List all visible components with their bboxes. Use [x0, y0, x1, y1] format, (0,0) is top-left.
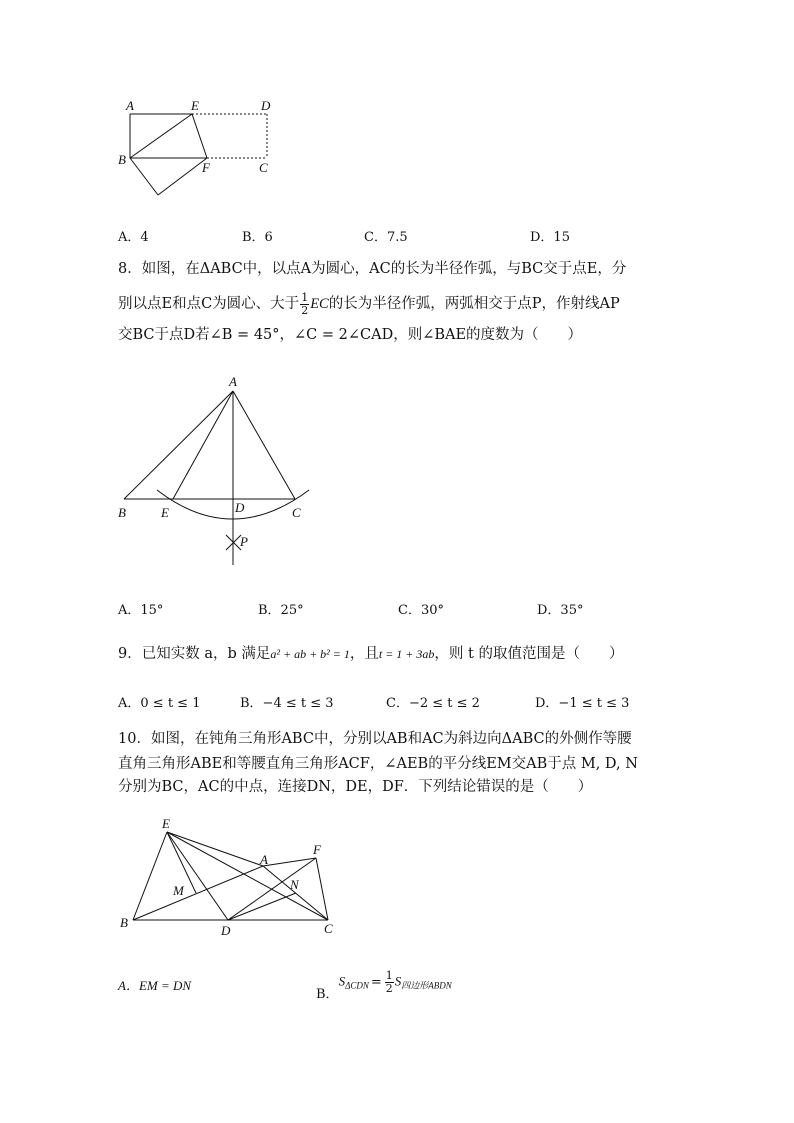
- q9-stem-mid: ，且: [349, 646, 379, 662]
- q8-option-b[interactable]: B．25°: [258, 603, 304, 618]
- q7-option-a[interactable]: A．4: [118, 230, 149, 245]
- q8-option-c[interactable]: C．30°: [398, 603, 444, 618]
- q10-stem-line1: 10．如图，在钝角三角形ABC中，分别以AB和AC为斜边向ΔABC的外侧作等腰: [118, 731, 632, 747]
- q9-stem-end: ，则 t 的取值范围是（ ）: [434, 646, 624, 662]
- fig10-label-a: A: [260, 852, 268, 867]
- fig7-label-c: C: [259, 160, 268, 175]
- q8-option-a[interactable]: A．15°: [118, 603, 164, 618]
- q10-option-b-sub2: 四边形ABDN: [401, 980, 452, 991]
- q9-option-b[interactable]: B．−4 ≤ t ≤ 3: [240, 696, 334, 711]
- q9-option-d[interactable]: D．−1 ≤ t ≤ 3: [535, 696, 630, 711]
- fig7-label-e: E: [191, 98, 199, 113]
- fig10-label-b: B: [120, 915, 128, 930]
- q8-stem-line3: 交BC于点D若∠B = 45°，∠C = 2∠CAD，则∠BAE的度数为（ ）: [118, 327, 583, 343]
- fig8-label-b: B: [118, 505, 126, 520]
- q9-stem-start: 9．已知实数 a，b 满足: [118, 646, 271, 662]
- q10-option-a[interactable]: [118, 975, 191, 994]
- fig10-label-n: N: [290, 877, 299, 892]
- fig7-label-f: F: [202, 160, 210, 175]
- fig7-label-d: D: [261, 98, 271, 113]
- q10-option-a-text: A．EM = DN: [118, 978, 192, 993]
- q8-line2-end: 的长为半径作弧，两弧相交于点P，作射线AP: [328, 296, 620, 313]
- q7-option-b[interactable]: B．6: [242, 230, 273, 245]
- q7-option-c[interactable]: C．7.5: [364, 230, 408, 245]
- q10-option-b-fraction: $\frac{1}{2}$: [385, 969, 393, 995]
- fig8-label-e: E: [161, 505, 169, 520]
- q10-option-b-eq: =: [370, 974, 382, 990]
- fig8-label-d: D: [235, 500, 245, 515]
- q10-option-b[interactable]: [316, 969, 452, 1002]
- fig8-label-a: A: [229, 374, 237, 389]
- q9-option-c[interactable]: C．−2 ≤ t ≤ 2: [386, 696, 480, 711]
- q7-option-d[interactable]: D．15: [530, 230, 570, 245]
- fig10-label-c: C: [324, 921, 333, 936]
- q8-frac-var: EC: [310, 296, 329, 313]
- q10-stem-line3: 分别为BC，AC的中点，连接DN，DE，DF．下列结论错误的是（ ）: [118, 779, 593, 795]
- q9-equation-t: t = 1 + 3ab: [378, 647, 435, 661]
- q8-fraction: $\frac{1}{2}$: [301, 291, 309, 317]
- q10-option-b-s2: S: [394, 973, 402, 989]
- fig7-label-b: B: [118, 152, 126, 167]
- q9-equation: a² + ab + b² = 1: [270, 647, 350, 661]
- q10-option-b-s1: S: [338, 973, 346, 989]
- fig7-label-a: A: [126, 98, 134, 113]
- q8-line2-start: 别以点E和点C为圆心、大于: [118, 296, 300, 313]
- q9-option-a[interactable]: A．0 ≤ t ≤ 1: [118, 696, 201, 711]
- fig10-label-m: M: [173, 883, 184, 898]
- fig8-label-p: P: [240, 534, 248, 549]
- q8-option-d[interactable]: D．35°: [537, 603, 584, 618]
- q8-stem-line1: 8．如图，在ΔABC中，以点A为圆心，AC的长为半径作弧，与BC交于点E，分: [118, 261, 627, 277]
- q10-option-b-prefix: B．: [316, 986, 339, 1002]
- fig10-label-f: F: [313, 842, 321, 857]
- q10-option-b-sub1: ΔCDN: [345, 980, 369, 991]
- fig8-label-c: C: [292, 505, 301, 520]
- fig10-label-d: D: [221, 923, 231, 938]
- fig10-label-e: E: [162, 816, 170, 831]
- q10-stem-line2: 直角三角形ABE和等腰直角三角形ACF，∠AEB的平分线EM交AB于点 M, D, N: [118, 756, 638, 772]
